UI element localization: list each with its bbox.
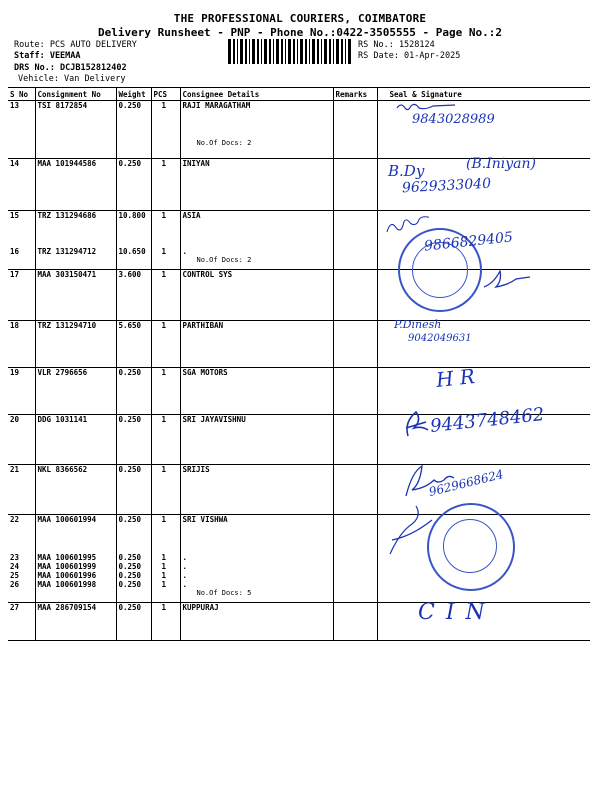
drs-number: DRS No.: DCJB152812402 bbox=[14, 63, 127, 73]
weight-list bbox=[119, 553, 149, 589]
consignee-name: . bbox=[182, 571, 188, 580]
vehicle-label: Vehicle: Van Delivery bbox=[18, 74, 126, 84]
sno-cell: 13 bbox=[8, 101, 35, 159]
sno-value: 24 bbox=[10, 562, 20, 571]
consignee-list bbox=[183, 553, 331, 589]
barcode-bar bbox=[288, 39, 291, 64]
company-name: THE PROFESSIONAL COURIERS, COIMBATORE bbox=[173, 12, 427, 25]
barcode-bar bbox=[312, 39, 315, 64]
consignee-cell: SGA MOTORS bbox=[180, 368, 333, 415]
weight-cell: 0.250 bbox=[116, 368, 151, 415]
docs-count: No.Of Docs: 5 bbox=[196, 589, 252, 597]
pcs-cell: 1 bbox=[151, 270, 180, 321]
consignment-cell bbox=[35, 211, 116, 270]
barcode-bar bbox=[309, 39, 310, 64]
consignee-cell: INIYAN bbox=[180, 159, 333, 211]
pcs-cell: 1 bbox=[151, 368, 180, 415]
consignment-value: MAA 100601994 bbox=[37, 515, 97, 524]
signature-16-phone: 9866829405 bbox=[423, 229, 514, 255]
table-row bbox=[8, 101, 590, 159]
table-row bbox=[8, 603, 590, 641]
weight-value: 0.250 bbox=[118, 562, 142, 571]
col-sno: S No bbox=[8, 88, 35, 101]
consignee-name: ASIA bbox=[182, 211, 201, 220]
barcode-bar bbox=[305, 39, 307, 64]
signature-20-mark bbox=[402, 408, 432, 443]
signature-14-phone: 9629333040 bbox=[401, 175, 492, 197]
weight-value: 0.250 bbox=[118, 553, 142, 562]
signature-18-phone: 9042049631 bbox=[408, 333, 472, 344]
col-consignee: Consignee Details bbox=[180, 88, 333, 101]
pcs-value: 1 bbox=[161, 211, 167, 220]
sno-value: 23 bbox=[10, 553, 20, 562]
signature-21-phone: 9629668624 bbox=[427, 466, 505, 500]
pcs-list bbox=[162, 553, 178, 589]
pcs-value: 1 bbox=[161, 515, 167, 524]
pcs-cell: 1 bbox=[151, 321, 180, 368]
barcode-bar bbox=[245, 39, 247, 64]
remarks-cell bbox=[333, 415, 377, 465]
consignment-cell: MAA 303150471 bbox=[35, 270, 116, 321]
barcode-bar bbox=[285, 39, 286, 64]
signature-13-phone: 9843028989 bbox=[412, 112, 495, 127]
sno-value: 16 bbox=[10, 247, 20, 256]
rs-number: RS No.: 1528124 bbox=[358, 40, 435, 50]
consignee-cell: SRI JAYAVISHNU bbox=[180, 415, 333, 465]
sno-cell: 20 bbox=[8, 415, 35, 465]
consignee-cell: PARTHIBAN bbox=[180, 321, 333, 368]
barcode-bar bbox=[333, 39, 334, 64]
consignment-cell: MAA 101944586 bbox=[35, 159, 116, 211]
pcs-cell: 1 bbox=[151, 159, 180, 211]
barcode-bar bbox=[317, 39, 319, 64]
consignee-name: SRI VISHWA bbox=[182, 515, 228, 524]
consignee-cell: CONTROL SYS bbox=[180, 270, 333, 321]
weight-cell: 0.250 bbox=[116, 465, 151, 515]
table-header-row bbox=[8, 88, 590, 101]
weight-value: 0.250 bbox=[118, 580, 142, 589]
sno-value: 15 bbox=[10, 211, 20, 220]
sno-value: 25 bbox=[10, 571, 20, 580]
pcs-cell bbox=[151, 515, 180, 603]
weight-cell bbox=[116, 211, 151, 270]
weight-cell bbox=[116, 515, 151, 603]
barcode-bar bbox=[264, 39, 267, 64]
consignee-name: . bbox=[182, 553, 188, 562]
barcode-bar bbox=[249, 39, 250, 64]
signature-27: C I N bbox=[418, 600, 487, 625]
runsheet-title: Delivery Runsheet - PNP - Phone No.:0422-3505555 - Page No.:2 bbox=[98, 26, 502, 39]
barcode-bar bbox=[240, 39, 243, 64]
signature-22-scribble bbox=[384, 500, 444, 563]
pcs-value: 1 bbox=[161, 553, 167, 562]
barcode-bar bbox=[273, 39, 274, 64]
consignment-value: TRZ 131294712 bbox=[37, 247, 97, 256]
stamp-inner-ring bbox=[443, 519, 497, 573]
docs-count: No.Of Docs: 2 bbox=[196, 139, 252, 147]
weight-cell: 0.250 bbox=[116, 603, 151, 641]
col-weight: Weight bbox=[116, 88, 151, 101]
barcode-bar bbox=[257, 39, 259, 64]
weight-value: 10.650 bbox=[118, 247, 146, 256]
consignee-cell bbox=[180, 211, 333, 270]
consignee-cell: KUPPURAJ bbox=[180, 603, 333, 641]
signature-17-scribble bbox=[480, 265, 536, 297]
consignee-name: . bbox=[182, 580, 188, 589]
barcode-bar bbox=[281, 39, 283, 64]
weight-cell: 3.600 bbox=[116, 270, 151, 321]
barcode-bar bbox=[329, 39, 331, 64]
consignee-cell bbox=[180, 515, 333, 603]
remarks-cell bbox=[333, 101, 377, 159]
sno-cell bbox=[8, 515, 35, 603]
pcs-cell bbox=[151, 211, 180, 270]
signature-18-name: P.Dinesh bbox=[394, 318, 442, 331]
consignment-value: MAA 100601999 bbox=[37, 562, 97, 571]
remarks-cell bbox=[333, 159, 377, 211]
pcs-value: 1 bbox=[161, 562, 167, 571]
consignment-value: TRZ 131294686 bbox=[37, 211, 97, 220]
consignee-name: . bbox=[182, 562, 188, 571]
barcode-bar bbox=[252, 39, 255, 64]
pcs-value: 1 bbox=[161, 247, 167, 256]
barcode-bar bbox=[269, 39, 271, 64]
barcode-bar bbox=[237, 39, 238, 64]
consignment-cell: VLR 2796656 bbox=[35, 368, 116, 415]
remarks-cell bbox=[333, 515, 377, 603]
consignment-cell: TSI 8172854 bbox=[35, 101, 116, 159]
barcode-bar bbox=[261, 39, 262, 64]
signature-19: H R bbox=[434, 364, 477, 392]
sno-cell: 19 bbox=[8, 368, 35, 415]
barcode bbox=[228, 39, 352, 64]
weight-value: 0.250 bbox=[118, 571, 142, 580]
consignment-value: MAA 100601996 bbox=[37, 571, 97, 580]
sno-cell: 27 bbox=[8, 603, 35, 641]
barcode-bar bbox=[348, 39, 351, 64]
weight-cell: 0.250 bbox=[116, 415, 151, 465]
barcode-bar bbox=[228, 39, 231, 64]
table-row bbox=[8, 321, 590, 368]
sno-cell: 17 bbox=[8, 270, 35, 321]
route-label: Route: PCS AUTO DELIVERY bbox=[14, 40, 137, 50]
sno-list bbox=[10, 553, 33, 589]
col-consignment: Consignment No bbox=[35, 88, 116, 101]
consignment-value: MAA 100601995 bbox=[37, 553, 97, 562]
consignment-value: MAA 100601998 bbox=[37, 580, 97, 589]
consignee-cell: SRIJIS bbox=[180, 465, 333, 515]
col-pcs: PCS bbox=[151, 88, 180, 101]
barcode-bar bbox=[233, 39, 235, 64]
sno-cell: 21 bbox=[8, 465, 35, 515]
barcode-bar bbox=[336, 39, 339, 64]
remarks-cell bbox=[333, 211, 377, 270]
sno-value: 26 bbox=[10, 580, 20, 589]
docs-count: No.Of Docs: 2 bbox=[196, 256, 252, 264]
weight-value: 0.250 bbox=[118, 515, 142, 524]
staff-label: Staff: VEEMAA bbox=[14, 51, 81, 61]
consignee-name: . bbox=[182, 247, 188, 256]
sno-cell: 14 bbox=[8, 159, 35, 211]
barcode-bar bbox=[341, 39, 343, 64]
barcode-bar bbox=[297, 39, 298, 64]
barcode-bar bbox=[293, 39, 295, 64]
consignee-cell bbox=[180, 101, 333, 159]
pcs-value: 1 bbox=[161, 571, 167, 580]
weight-cell: 5.650 bbox=[116, 321, 151, 368]
sno-value: 22 bbox=[10, 515, 20, 524]
sno-cell bbox=[8, 211, 35, 270]
barcode-bar bbox=[276, 39, 279, 64]
consignment-cell: NKL 8366562 bbox=[35, 465, 116, 515]
pcs-cell: 1 bbox=[151, 603, 180, 641]
weight-value: 10.800 bbox=[118, 211, 146, 220]
pcs-cell: 1 bbox=[151, 465, 180, 515]
col-seal: Seal & Signature bbox=[377, 88, 590, 101]
signature-20-phone: 9443748462 bbox=[429, 404, 546, 437]
pcs-cell: 1 bbox=[151, 101, 180, 159]
remarks-cell bbox=[333, 368, 377, 415]
consignment-cell bbox=[35, 515, 116, 603]
consignment-list bbox=[38, 553, 114, 589]
remarks-cell bbox=[333, 465, 377, 515]
barcode-bar bbox=[324, 39, 327, 64]
pcs-value: 1 bbox=[161, 580, 167, 589]
signature-14-initials: B.Dy bbox=[388, 162, 425, 180]
barcode-bar bbox=[345, 39, 346, 64]
pcs-cell: 1 bbox=[151, 415, 180, 465]
remarks-cell bbox=[333, 270, 377, 321]
consignee-name: RAJI MARAGATHAM bbox=[182, 101, 251, 110]
consignment-cell: MAA 286709154 bbox=[35, 603, 116, 641]
barcode-bar bbox=[300, 39, 303, 64]
barcode-bar bbox=[321, 39, 322, 64]
col-remarks: Remarks bbox=[333, 88, 377, 101]
consignment-cell: DDG 1031141 bbox=[35, 415, 116, 465]
consignment-cell: TRZ 131294710 bbox=[35, 321, 116, 368]
sno-cell: 18 bbox=[8, 321, 35, 368]
weight-cell: 0.250 bbox=[116, 101, 151, 159]
rs-date: RS Date: 01-Apr-2025 bbox=[358, 51, 461, 61]
weight-cell: 0.250 bbox=[116, 159, 151, 211]
remarks-cell bbox=[333, 603, 377, 641]
remarks-cell bbox=[333, 321, 377, 368]
signature-14-name: (B.Iniyan) bbox=[466, 156, 536, 172]
